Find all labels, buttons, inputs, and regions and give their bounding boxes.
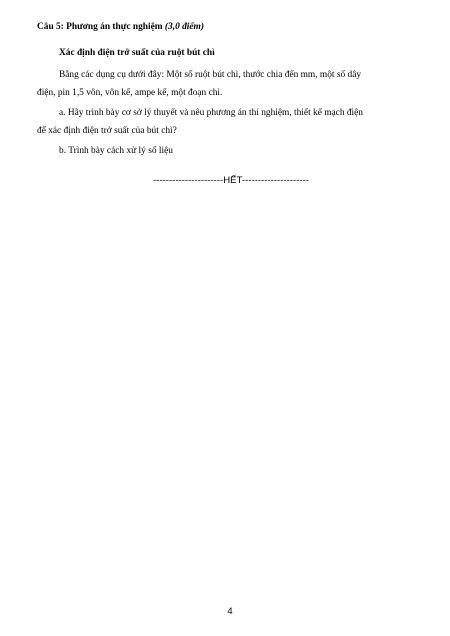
item-b: b. Trình bày cách xử lý số liệu xyxy=(59,146,173,156)
paragraph-line: Bằng các dụng cụ dưới đây: Một số ruột bút chì, thước chia đến mm, một số dây xyxy=(59,70,362,80)
question-heading xyxy=(37,21,204,33)
end-of-exam-mark: ----------------------HẾT--------------------- xyxy=(152,175,310,186)
item-a-line: để xác định điện trở suất của bút chì? xyxy=(37,126,177,136)
question-points: (3,0 điểm) xyxy=(164,22,204,32)
section-title: Xác định điện trở suất của ruột bút chì xyxy=(59,48,215,58)
question-label: Câu 5: Phương án thực nghiệm xyxy=(37,22,165,32)
page-number: 4 xyxy=(227,605,233,616)
paragraph-line: điện, pin 1,5 vôn, vôn kế, ampe kế, một đoạn chì. xyxy=(37,88,223,98)
item-a-line: a. Hãy trình bày cơ sở lý thuyết và nêu phương án thí nghiệm, thiết kế mạch điện xyxy=(59,108,363,118)
